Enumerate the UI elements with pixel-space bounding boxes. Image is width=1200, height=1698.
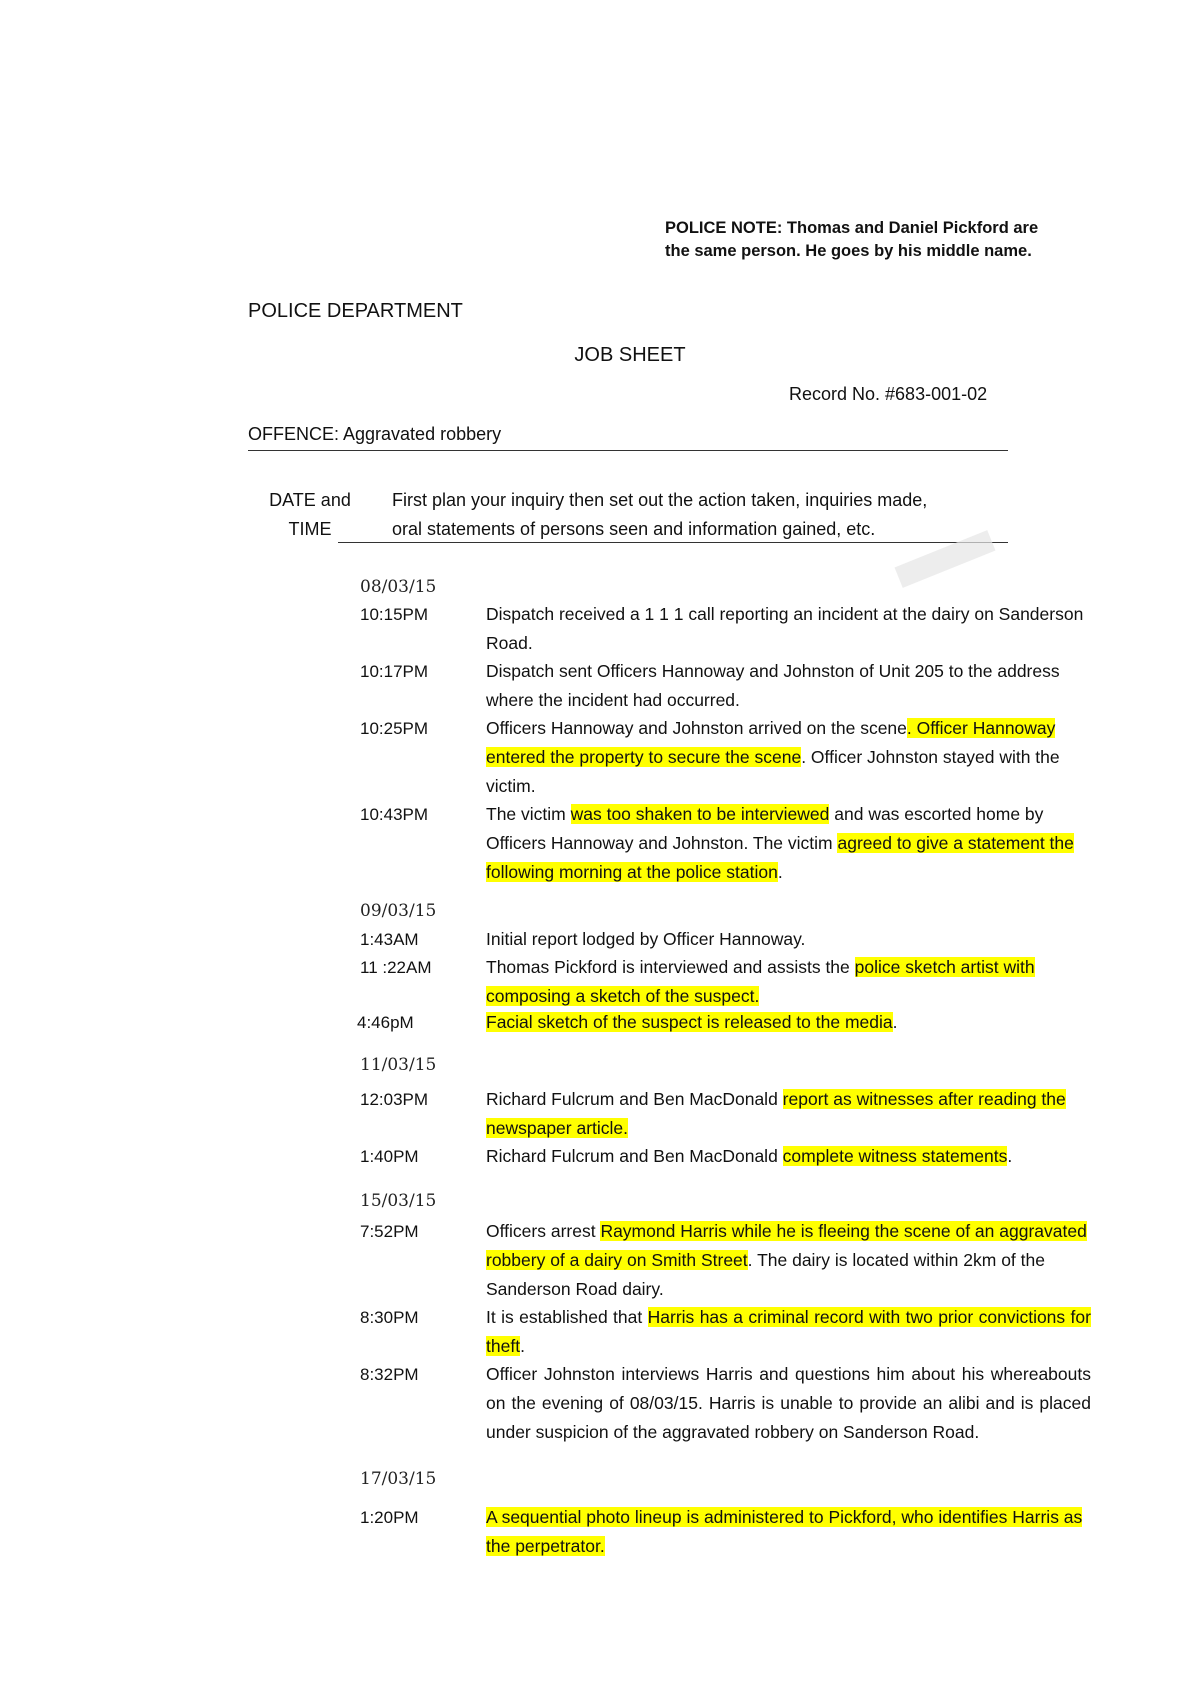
entry-description <box>486 1503 1091 1561</box>
highlighted-text: was too shaken to be interviewed <box>570 804 830 824</box>
highlighted-text: complete witness statements <box>782 1146 1008 1166</box>
date-time-header-line-2: TIME <box>288 519 332 539</box>
entry-text: Initial report lodged by Officer Hannoway. <box>486 929 806 949</box>
record-number: Record No. #683-001-02 <box>789 384 988 404</box>
entry-text: Dispatch received a 1 1 1 call reporting an incident at the dairy on Sanderson Road. <box>486 604 1084 653</box>
entry-description <box>486 925 1091 954</box>
entry-description <box>486 1360 1091 1447</box>
entry-time: 10:17PM <box>360 662 429 681</box>
highlighted-text: A sequential photo lineup is administered to Pickford, who identifies Harris as the perpetrator. <box>486 1507 1083 1556</box>
offence-divider <box>248 450 1008 451</box>
highlighted-text: . Officer Hannoway entered the property to secure the scene <box>486 718 1056 767</box>
highlighted-text: Facial sketch of the suspect is released to the media <box>486 1012 893 1032</box>
entry-time: 10:25PM <box>360 719 429 738</box>
entry-description <box>486 1142 1091 1171</box>
entry-text: Officer Johnston interviews Harris and questions him about his whereabouts on the evening of 08/03/15. Harris is unable to provide an alibi and is placed under suspicion of the aggravated robbery on Sanderson Road. <box>486 1364 1091 1442</box>
police-note <box>665 217 1085 263</box>
entry-description <box>486 1008 1091 1037</box>
entry-text: . <box>777 862 783 882</box>
entry-text: . <box>1007 1146 1013 1166</box>
date-time-header-line-1: DATE and <box>269 490 351 510</box>
entry-text: Thomas Pickford is interviewed and assists the <box>486 957 855 977</box>
entry-description <box>486 600 1091 658</box>
highlighted-text: agreed to give a statement the following morning at the police station <box>486 833 1074 882</box>
entry-description <box>486 953 1091 1011</box>
entry-time: 1:43AM <box>360 930 419 949</box>
entry-text: Richard Fulcrum and Ben MacDonald <box>486 1089 783 1109</box>
entry-text: The victim <box>486 804 571 824</box>
entry-description <box>486 1217 1091 1304</box>
entry-description <box>486 1303 1091 1361</box>
instructions-header-line-1: First plan your inquiry then set out the action taken, inquiries made, <box>392 490 928 510</box>
offence-label: OFFENCE: Aggravated robbery <box>248 424 502 444</box>
entry-text: and was escorted home by Officers Hannoway and Johnston. The victim <box>486 804 1044 853</box>
entry-time: 7:52PM <box>360 1222 419 1241</box>
entry-time: 1:40PM <box>360 1147 419 1166</box>
day-label: 08/03/15 <box>360 577 437 597</box>
entry-time: 4:46pM <box>357 1013 414 1032</box>
entry-time: 10:43PM <box>360 805 429 824</box>
entry-description <box>486 657 1091 715</box>
highlighted-text: Raymond Harris while he is fleeing the scene of an aggravated robbery of a dairy on Smith Street <box>486 1221 1087 1270</box>
entry-text: . <box>892 1012 898 1032</box>
highlighted-text: police sketch artist with composing a sketch of the suspect. <box>486 957 1035 1006</box>
entry-text: . Officer Johnston stayed with the victim. <box>486 747 1060 796</box>
entry-description <box>486 1085 1091 1143</box>
instructions-header-line-2: oral statements of persons seen and information gained, etc. <box>392 519 876 539</box>
entry-description <box>486 714 1091 801</box>
entry-time: 1:20PM <box>360 1508 419 1527</box>
day-label: 09/03/15 <box>360 901 437 921</box>
entry-time: 12:03PM <box>360 1090 429 1109</box>
header-divider <box>338 542 1008 543</box>
entry-text: Officers Hannoway and Johnston arrived on the scene <box>486 718 907 738</box>
entry-text: Richard Fulcrum and Ben MacDonald <box>486 1146 783 1166</box>
sheet-title: JOB SHEET <box>574 344 686 366</box>
entry-text: Officers arrest <box>486 1221 601 1241</box>
day-label: 11/03/15 <box>360 1055 437 1075</box>
day-label: 17/03/15 <box>360 1469 437 1489</box>
entry-text: . The dairy is located within 2km of the Sanderson Road dairy. <box>486 1250 1045 1299</box>
entry-text: It is established that <box>486 1307 648 1327</box>
instructions-column-header <box>392 486 1012 544</box>
highlighted-text: Harris has a criminal record with two prior convictions for theft <box>486 1307 1091 1356</box>
police-note-line-1: POLICE NOTE: Thomas and Daniel Pickford are <box>665 219 1039 237</box>
entry-time: 11 :22AM <box>360 958 432 977</box>
entry-text: Dispatch sent Officers Hannoway and Johnston of Unit 205 to the address where the incident had occurred. <box>486 661 1060 710</box>
entry-time: 8:30PM <box>360 1308 419 1327</box>
police-note-line-2: the same person. He goes by his middle name. <box>665 242 1032 260</box>
highlighted-text: report as witnesses after reading the newspaper article. <box>486 1089 1066 1138</box>
entry-description <box>486 800 1091 887</box>
department-heading: POLICE DEPARTMENT <box>248 300 463 322</box>
entry-time: 10:15PM <box>360 605 429 624</box>
entry-time: 8:32PM <box>360 1365 419 1384</box>
entry-text: . <box>520 1336 525 1356</box>
day-label: 15/03/15 <box>360 1191 437 1211</box>
date-time-column-header <box>255 486 365 544</box>
